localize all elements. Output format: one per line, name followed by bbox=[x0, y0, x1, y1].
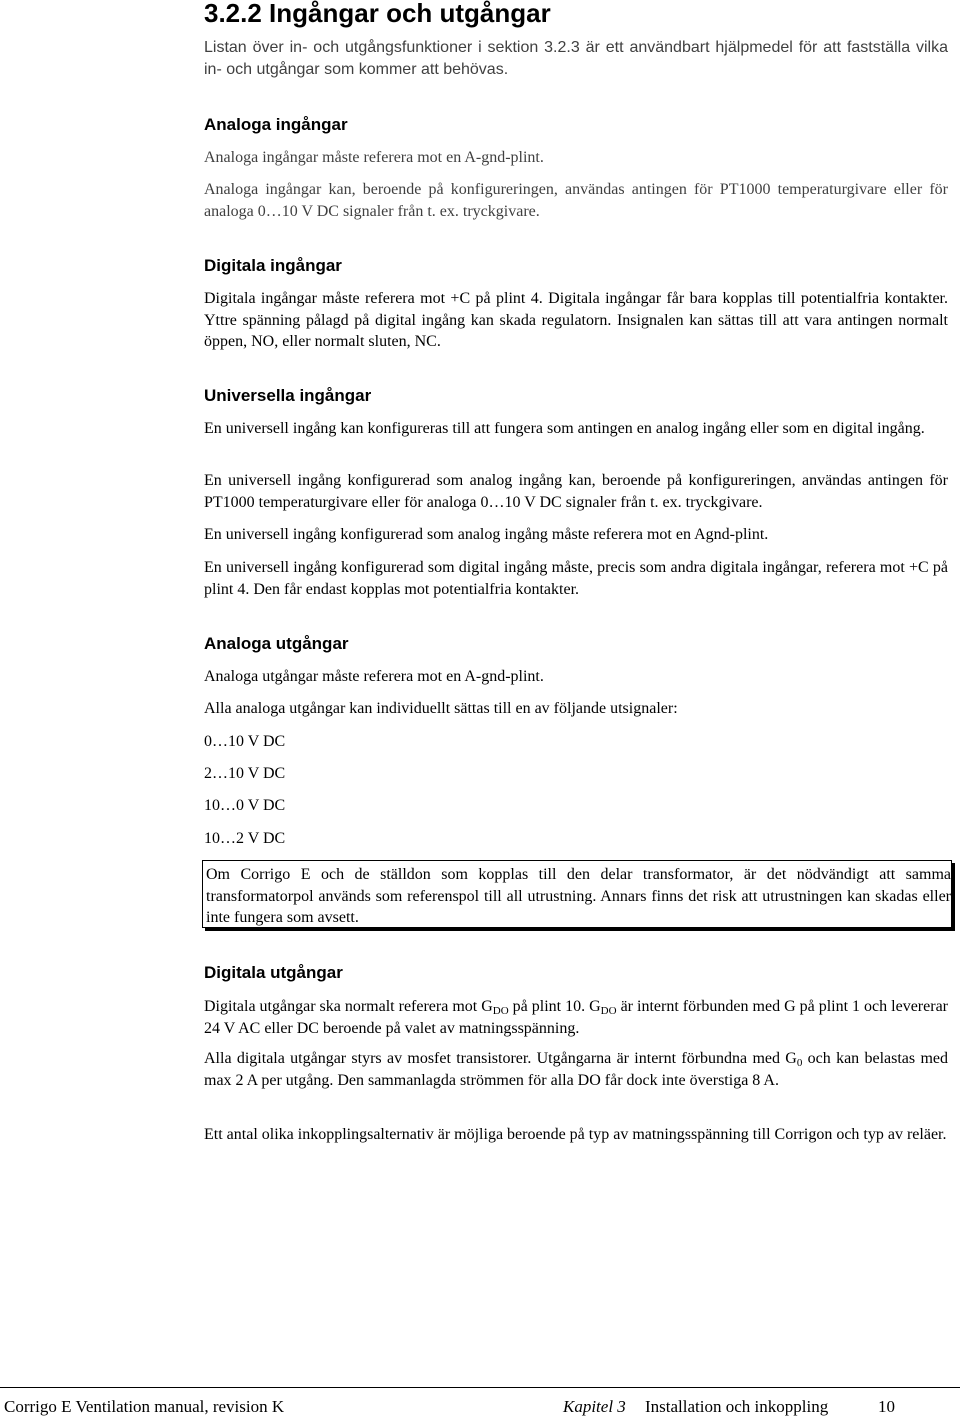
footer-page-number: 10 bbox=[878, 1397, 895, 1416]
footer-chapter-title: Installation och inkoppling bbox=[645, 1397, 829, 1416]
heading-digital-inputs: Digitala ingångar bbox=[204, 256, 342, 275]
signal-item: 0…10 V DC bbox=[204, 733, 286, 750]
digital-outputs-p1: Digitala utgångar ska normalt referera mot $G_{DO}$ på plint 10. $G_{DO}$ är internt förbunden med G på plint 1 och levererar 24 V AC eller DC beroende på valet av matningsspänning. bbox=[204, 998, 948, 1037]
heading-digital-outputs: Digitala utgångar bbox=[204, 963, 343, 982]
universal-inputs-p4: En universell ingång konfigurerad som digital ingång måste, precis som andra digitala ingångar, referera mot +C på plint 4. Den får endast kopplas mot potentialfria kontakter. bbox=[204, 559, 948, 598]
page-footer bbox=[0, 1387, 960, 1420]
heading-analog-inputs: Analoga ingångar bbox=[204, 115, 348, 134]
signal-item: 2…10 V DC bbox=[204, 765, 286, 782]
analog-outputs-p2: Alla analoga utgångar kan individuellt sättas till en av följande utsignaler: bbox=[204, 700, 678, 717]
universal-inputs-p3: En universell ingång konfigurerad som analog ingång måste referera mot en Agnd-plint. bbox=[204, 526, 769, 543]
analog-outputs-p1: Analoga utgångar måste referera mot en A-gnd-plint. bbox=[204, 668, 544, 685]
digital-outputs-p3: Ett antal olika inkopplingsalternativ är möjliga beroende på typ av matningsspänning till Corrigon och typ av reläer. bbox=[204, 1126, 947, 1143]
footer-chapter: Kapitel 3 bbox=[563, 1397, 626, 1416]
section-title: 3.2.2 Ingångar och utgångar bbox=[204, 0, 551, 28]
universal-inputs-p1: En universell ingång kan konfigureras till att fungera som antingen en analog ingång eller som en digital ingång. bbox=[204, 420, 925, 437]
intro-paragraph: Listan över in- och utgångsfunktioner i sektion 3.2.3 är ett användbart hjälpmedel för att fastställa vilka in- och utgångar som kommer att behövas. bbox=[204, 39, 948, 78]
heading-analog-outputs: Analoga utgångar bbox=[204, 634, 349, 653]
signal-item: 10…0 V DC bbox=[204, 797, 286, 814]
footer-manual-title: Corrigo E Ventilation manual, revision K bbox=[4, 1397, 285, 1416]
analog-inputs-p2: Analoga ingångar kan, beroende på konfigureringen, användas antingen för PT1000 temperaturgivare eller för analoga 0…10 V DC signaler från t. ex. tryckgivare. bbox=[204, 181, 948, 220]
signal-item: 10…2 V DC bbox=[204, 830, 286, 847]
digital-inputs-p1: Digitala ingångar måste referera mot +C på plint 4. Digitala ingångar får bara kopplas till potentialfria kontakter. Yttre spänning pålagd på digital ingång kan skada regulatorn. Insignalen kan sättas till att vara antingen normalt öppen, NO, eller normalt sluten, NC. bbox=[204, 290, 948, 350]
digital-outputs-p2: Alla digitala utgångar styrs av mosfet transistorer. Utgångarna är internt förbundna med $G_0$ och kan belastas med max 2 A per utgång. Den sammanlagda strömmen för alla DO får dock inte överstiga 8 A. bbox=[204, 1050, 948, 1089]
heading-universal-inputs: Universella ingångar bbox=[204, 386, 372, 405]
note-box bbox=[202, 860, 952, 928]
note-text: Om Corrigo E och de ställdon som kopplas till den delar transformator, är det nödvändigt att samma transformatorpol används som referenspol till all utrustning. Annars finns det risk att utrustningen kan skadas eller inte fungera som avsett. bbox=[206, 866, 951, 926]
analog-inputs-p1: Analoga ingångar måste referera mot en A-gnd-plint. bbox=[204, 149, 544, 166]
universal-inputs-p2: En universell ingång konfigurerad som analog ingång kan, beroende på konfigureringen, användas antingen för PT1000 temperaturgivare eller för analoga 0…10 V DC signaler från t. ex. tryckgivare. bbox=[204, 472, 948, 511]
